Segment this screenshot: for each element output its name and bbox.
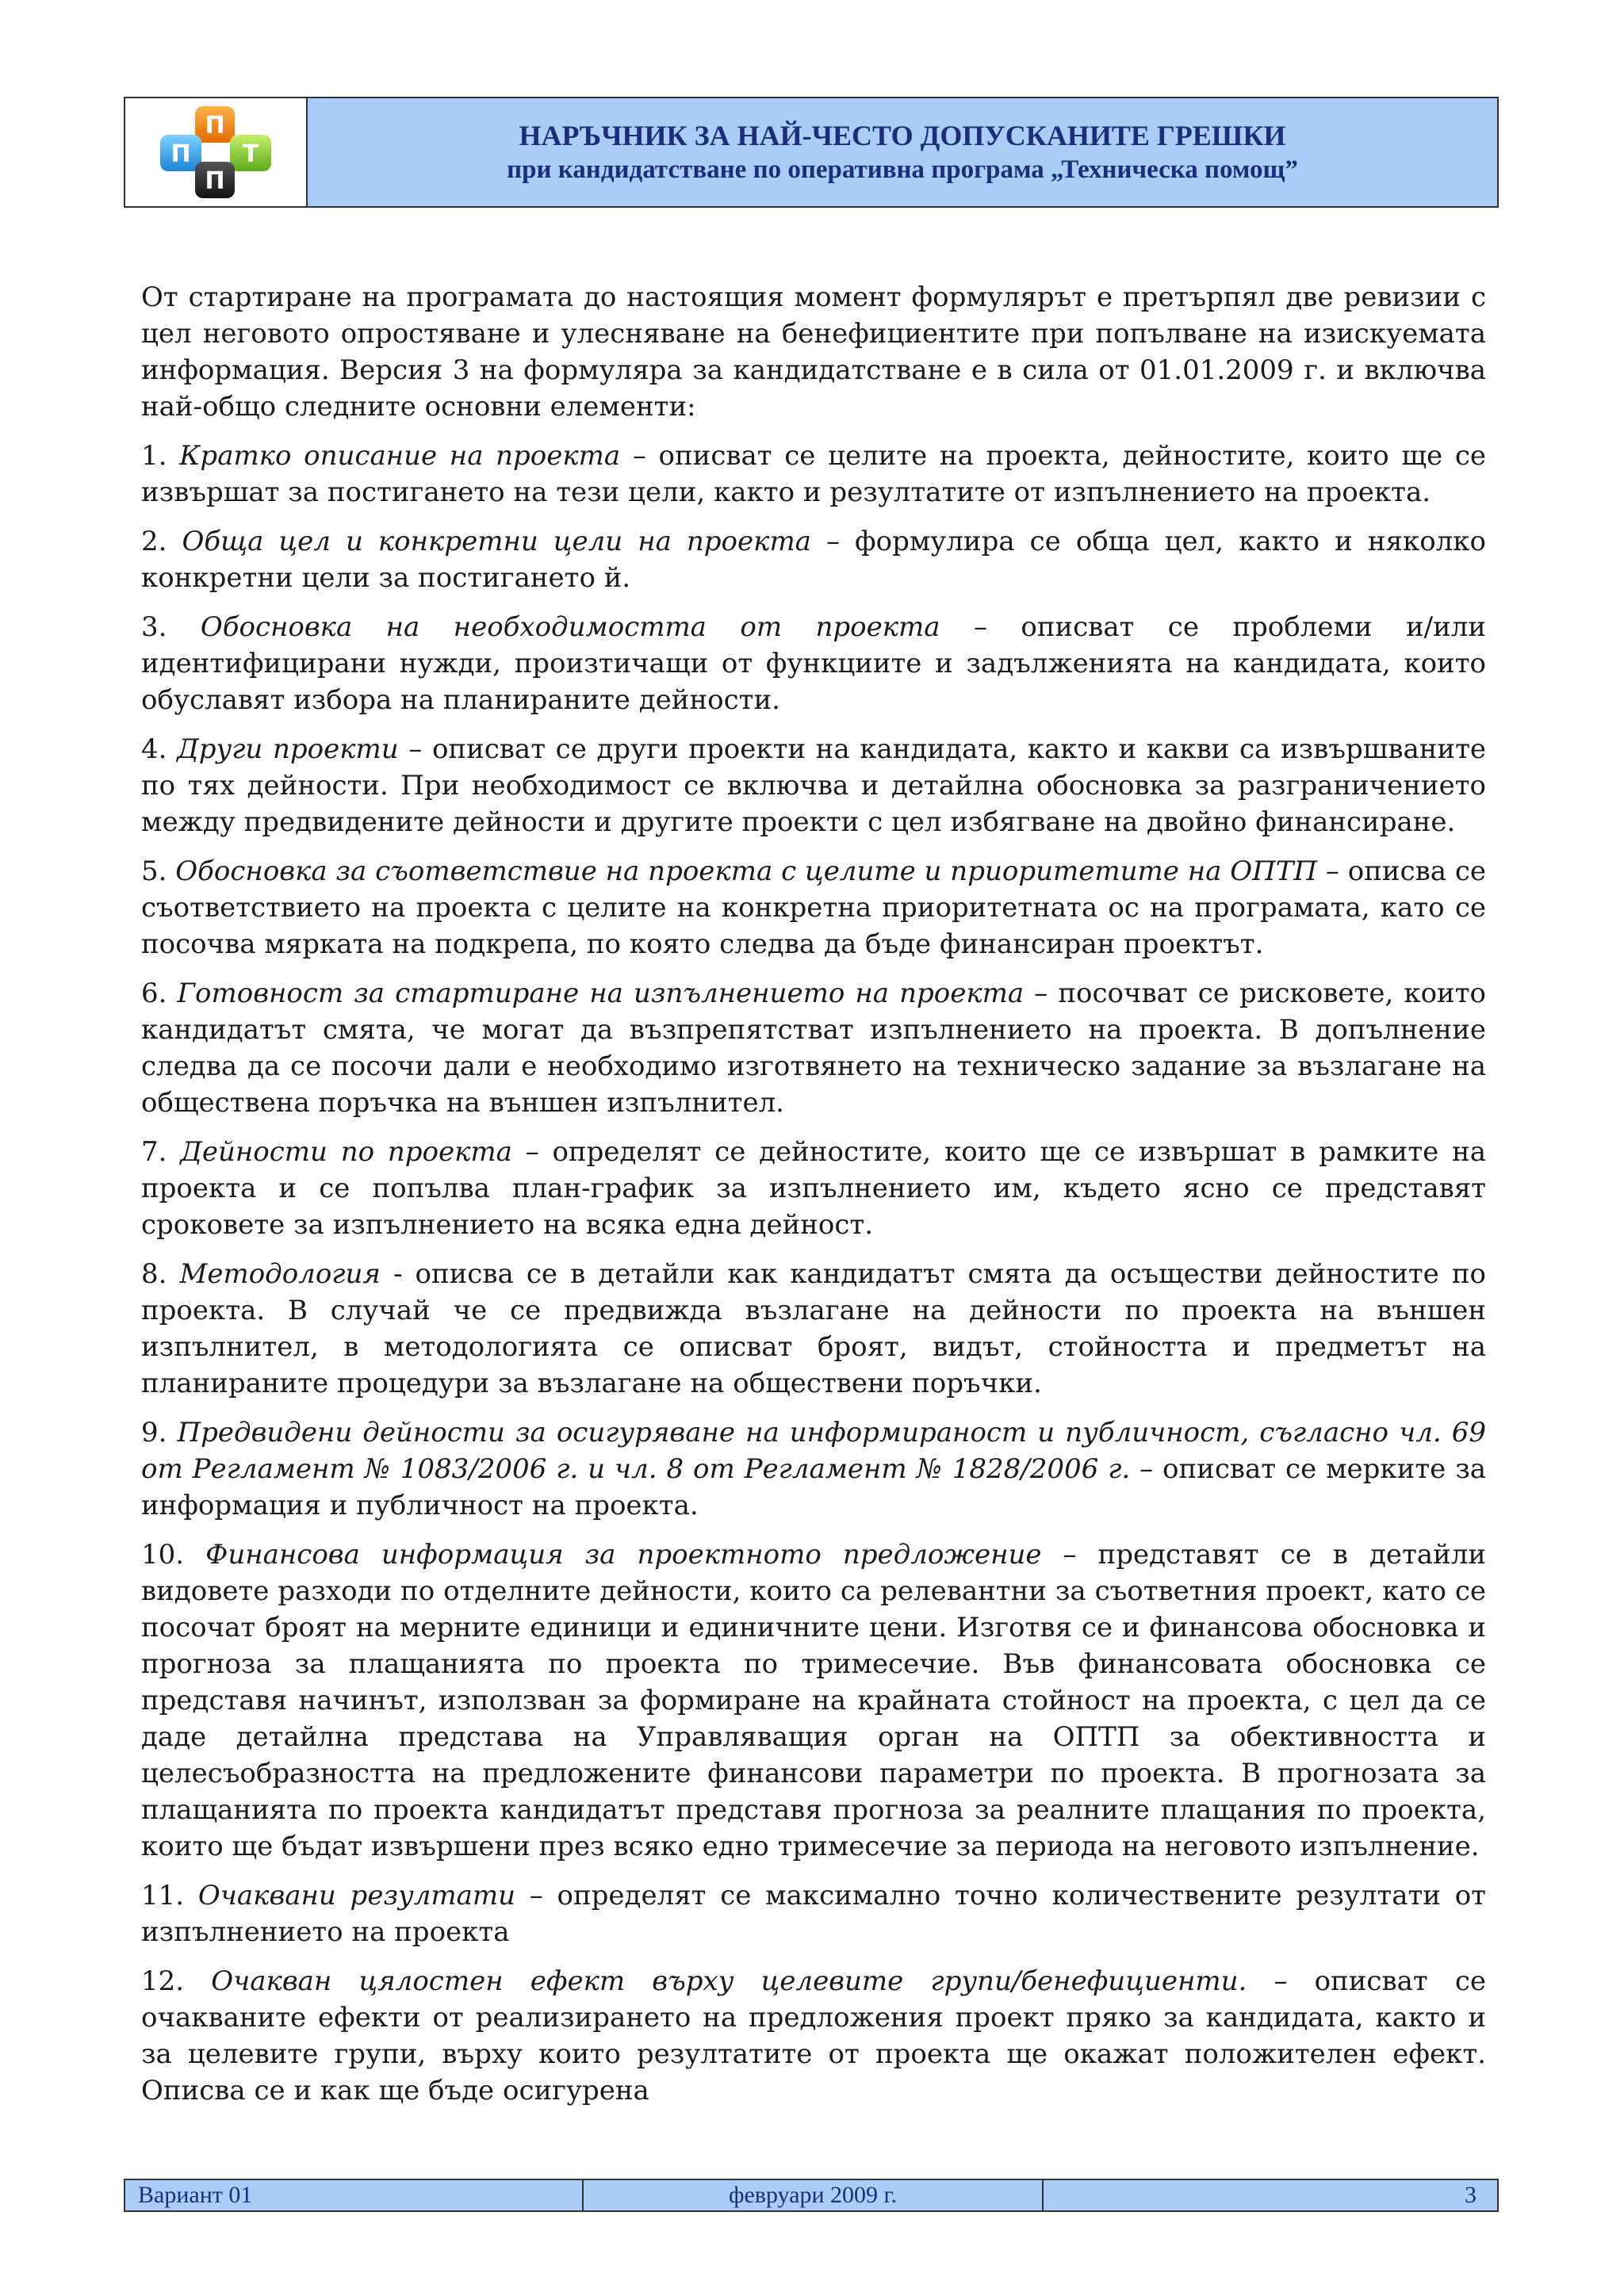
item-number: 8. bbox=[141, 1258, 180, 1290]
item-text: – описват се очакваните ефекти от реализирането на предложения проект пряко за кандидата, както и за целевите групи, върху които резултатите от проекта ще окажат положителен ефект. Описва се и как ще бъде осигурена bbox=[141, 1965, 1486, 2107]
item-title: Обща цел и конкретни цели на проекта bbox=[182, 526, 811, 557]
list-item bbox=[141, 731, 1486, 840]
page-number: 3 bbox=[1465, 2182, 1477, 2208]
item-title: Готовност за стартиране на изпълнението на проекта bbox=[177, 978, 1025, 1009]
list-item bbox=[141, 1134, 1486, 1243]
header-title-cell bbox=[308, 98, 1497, 206]
footer-variant: Вариант 01 bbox=[125, 2180, 584, 2210]
item-text: – описват се други проекти на кандидата, както и какви са извършваните по тях дейности. При необходимост се включва и детайлна обосновка за разграничението между предвидените дейности и другите проекти с цел избягване на двойно финансиране. bbox=[141, 733, 1486, 838]
item-number: 12. bbox=[141, 1965, 212, 1997]
list-item bbox=[141, 1536, 1486, 1865]
document-subtitle: при кандидатстване по оперативна програма „Техническа помощ” bbox=[507, 155, 1298, 184]
item-title: Методология bbox=[179, 1258, 381, 1290]
list-item bbox=[141, 609, 1486, 718]
item-number: 3. bbox=[141, 611, 201, 643]
item-number: 1. bbox=[141, 440, 180, 472]
logo-cell bbox=[125, 98, 308, 206]
optp-logo-icon bbox=[154, 103, 278, 201]
item-text: – описват се целите на проекта, дейностите, които ще се извършат за постигането на тези цели, както и резултатите от изпълнението на проекта. bbox=[141, 440, 1486, 508]
document-body bbox=[141, 279, 1486, 2122]
intro-paragraph: От стартиране на програмата до настоящия момент формулярът е претърпял две ревизии с цел неговото опростяване и улесняване на бенефициентите при попълване на изискуемата информация. Версия 3 на формуляра за кандидатстване е в сила от 01.01.2009 г. и включва най-общо следните основни елементи: bbox=[141, 281, 1486, 423]
item-text: - описва се в детайли как кандидатът смята да осъществи дейностите по проекта. В случай че се предвижда възлагане на дейности по проекта на външен изпълнител, в методологията се описват броят, видът, стойността и предметът на планираните процедури за възлагане на обществени поръчки. bbox=[141, 1258, 1486, 1399]
logo-letter: Т bbox=[242, 140, 259, 168]
item-title: Обосновка за съответствие на проекта с целите и приоритетите на ОПТП bbox=[175, 855, 1318, 887]
item-number: 11. bbox=[141, 1880, 198, 1911]
page-header bbox=[124, 97, 1499, 208]
item-text: – описват се проблеми и/или идентифицирани нужди, произтичащи от функциите и задълженията на кандидата, които обуславят избора на планираните дейности. bbox=[141, 611, 1486, 716]
item-title: Кратко описание на проекта bbox=[179, 440, 621, 472]
item-text: – определят се максимално точно количествените резултати от изпълнението на проекта bbox=[141, 1880, 1486, 1948]
item-title: Други проекти bbox=[177, 733, 399, 765]
document-title: НАРЪЧНИК ЗА НАЙ-ЧЕСТО ДОПУСКАНИТЕ ГРЕШКИ bbox=[519, 120, 1286, 151]
item-number: 4. bbox=[141, 733, 178, 765]
item-title: Предвидени дейности за осигуряване на информираност и публичност, съгласно чл. 69 от Регламент № 1083/2006 г. и чл. 8 от Регламент № 1828/2006 г. bbox=[141, 1417, 1486, 1485]
list-item bbox=[141, 1963, 1486, 2109]
item-text: – формулира се обща цел, както и няколко конкретни цели за постигането й. bbox=[141, 526, 1486, 594]
item-number: 6. bbox=[141, 978, 178, 1009]
list-item bbox=[141, 1877, 1486, 1950]
list-item bbox=[141, 853, 1486, 962]
item-number: 10. bbox=[141, 1539, 206, 1571]
item-number: 7. bbox=[141, 1136, 181, 1168]
item-title: Финансова информация за проектното предложение bbox=[205, 1539, 1042, 1571]
item-title: Очаквани резултати bbox=[197, 1880, 516, 1911]
footer-date: февруари 2009 г. bbox=[584, 2180, 1044, 2210]
item-number: 2. bbox=[141, 526, 182, 557]
list-item bbox=[141, 523, 1486, 596]
logo-letter: П bbox=[170, 140, 191, 168]
item-text: – определят се дейностите, които ще се извършат в рамките на проекта и се попълва план-график за изпълнението им, където ясно се представят сроковете за изпълнението на всяка една дейност. bbox=[141, 1136, 1486, 1241]
item-title: Обосновка на необходимостта от проекта bbox=[200, 611, 940, 643]
item-text: – описва се съответствието на проекта с целите на конкретна приоритетната ос на програмата, като се посочва мярката на подкрепа, по която следва да бъде финансиран проектът. bbox=[141, 855, 1487, 960]
item-number: 9. bbox=[141, 1417, 178, 1448]
list-item bbox=[141, 1256, 1486, 1402]
list-item bbox=[141, 975, 1486, 1121]
list-item bbox=[141, 1414, 1486, 1524]
page-footer bbox=[124, 2179, 1499, 2212]
item-text: – описват се мерките за информация и публичност на проекта. bbox=[141, 1453, 1487, 1521]
item-title: Очакван цялостен ефект върху целевите групи/бенефициенти. bbox=[211, 1965, 1247, 1997]
item-title: Дейности по проекта bbox=[180, 1136, 512, 1168]
logo-letter: П bbox=[205, 167, 225, 195]
logo-letter: П bbox=[205, 112, 225, 140]
list-item bbox=[141, 438, 1486, 511]
item-number: 5. bbox=[141, 855, 176, 887]
item-text: – посочват се рисковете, които кандидатът смята, че могат да възпрепятстват изпълнението на проекта. В допълнение следва да се посочи дали е необходимо изготвянето на техническо задание за възлагане на обществена поръчка на външен изпълнител. bbox=[141, 978, 1486, 1119]
item-text: – представят се в детайли видовете разходи по отделните дейности, които са релевантни за съответния проект, като се посочат броят на мерните единици и единичните цени. Изготвя се и финансова обосновка и прогноза за плащанията по проекта по тримесечие. Във финансовата обосновка се представя начинът, използван за формиране на крайната стойност на проекта, с цел да се даде детайлна представа на Управляващия орган на ОПТП за обективността и целесъобразността на предложените финансови параметри по проекта. В прогнозата за плащанията по проекта кандидатът представя прогноза за реалните плащания по проекта, които ще бъдат извършени през всяко едно тримесечие за периода на неговото изпълнение. bbox=[141, 1539, 1486, 1862]
